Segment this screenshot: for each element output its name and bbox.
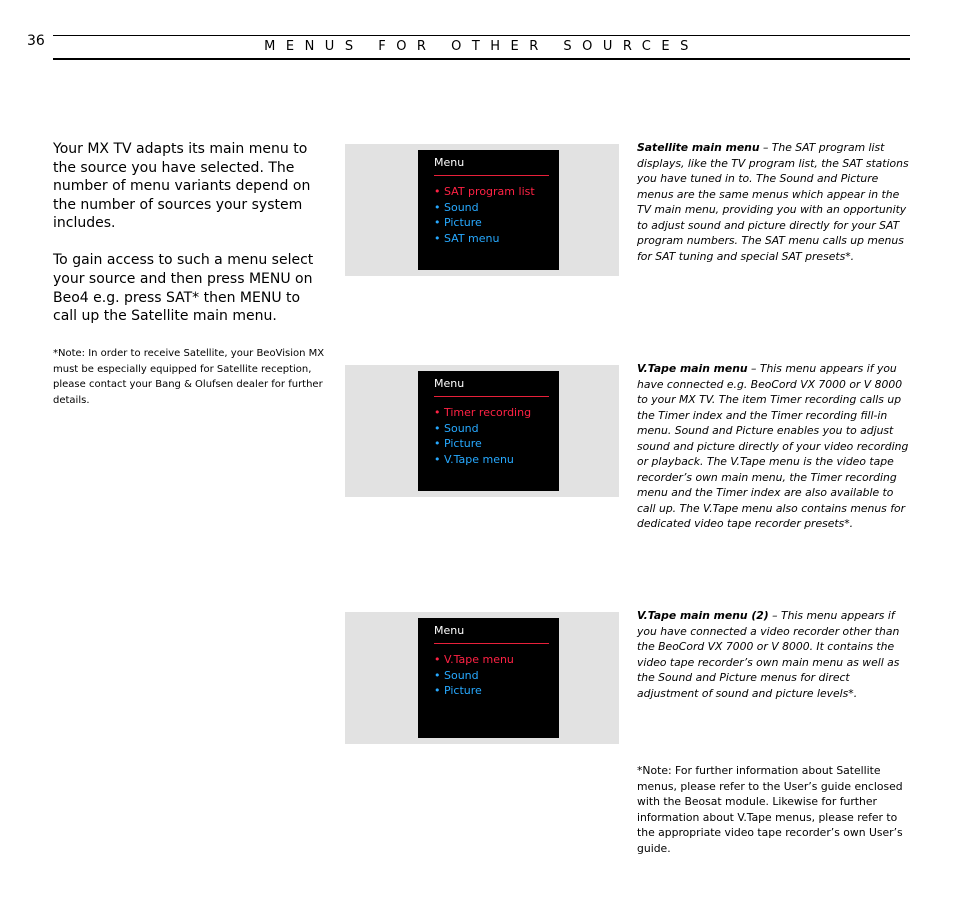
- tv-screen: [418, 618, 559, 738]
- menu-item-vtape-menu[interactable]: • V.Tape menu: [434, 653, 514, 666]
- screen-panel-vtape: [345, 365, 619, 497]
- intro-paragraph-2: To gain access to such a menu select your source and then press MENU on Beo4 e.g. press SAT* then MENU to call up the Satellite main menu.: [53, 252, 314, 325]
- description-text: – This menu appears if you have connected a video recorder other than the BeoCord VX 7000 or V 8000. It contains the video tape recorder’s own main menu as well as the Sound and Picture menus for direct adjustment of sound and picture levels*.: [637, 609, 900, 700]
- description-text: – The SAT program list displays, like the TV program list, the SAT stations you have tuned in to. The Sound and Picture menus are the same menus which appear in the TV main menu, providing you with an opportunity to adjust sound and picture directly for your SAT program numbers. The SAT menu calls up menus for SAT tuning and special SAT presets*.: [637, 141, 909, 263]
- intro-paragraph-1: Your MX TV adapts its main menu to the source you have selected. The number of menu variants depend on the number of sources your system includes.: [53, 141, 311, 232]
- description-vtape: [637, 361, 912, 532]
- note-left: *Note: In order to receive Satellite, your BeoVision MX must be especially equipped for Satellite reception, please contact your Bang & Olufsen dealer for further details.: [53, 348, 325, 406]
- menu-item-vtape-menu[interactable]: • V.Tape menu: [434, 452, 514, 466]
- menu-item-sat-menu[interactable]: • SAT menu: [434, 231, 500, 245]
- menu-item-timer-recording[interactable]: • Timer recording: [434, 406, 532, 419]
- screen-panel-vtape-2: [345, 612, 619, 744]
- menu-divider: [434, 396, 549, 397]
- note-right: *Note: For further information about Satellite menus, please refer to the User’s guide enclosed with the Beosat module. Likewise for further information about V.Tape menus, please refer to the appropriate video tape recorder’s own User’s guide.: [637, 764, 903, 855]
- description-heading: V.Tape main menu: [637, 362, 748, 375]
- description-heading: V.Tape main menu (2): [637, 609, 769, 622]
- description-text: – This menu appears if you have connected e.g. BeoCord VX 7000 or V 8000 to your MX TV. The item Timer recording calls up the Timer index and the Timer recording fill-in menu. Sound and Picture enables you to adjust sound and picture directly of your video recording or playback. The V.Tape menu is the video tape recorder’s own main menu, the Timer recording menu and the Timer index are also available to call up. The V.Tape menu also contains menus for dedicated video tape recorder presets*.: [637, 362, 909, 530]
- menu-title: Menu: [434, 156, 465, 169]
- description-sat: [637, 140, 912, 264]
- menu-item-sound[interactable]: • Sound: [434, 200, 479, 214]
- menu-item-sat-program-list[interactable]: • SAT program list: [434, 185, 535, 198]
- menu-item-sound[interactable]: • Sound: [434, 421, 479, 435]
- tv-screen: [418, 371, 559, 491]
- menu-item-picture[interactable]: • Picture: [434, 216, 482, 229]
- header-rule-bottom: [53, 58, 910, 60]
- page-number: 36: [27, 33, 45, 49]
- menu-item-picture[interactable]: • Picture: [434, 437, 482, 450]
- header-rule-top: [53, 35, 910, 36]
- description-heading: Satellite main menu: [637, 141, 760, 154]
- description-vtape-2: [637, 608, 912, 701]
- menu-item-sound[interactable]: • Sound: [434, 668, 479, 682]
- menu-divider: [434, 175, 549, 176]
- menu-title: Menu: [434, 624, 465, 637]
- section-header: MENUS FOR OTHER SOURCES: [264, 39, 699, 54]
- menu-title: Menu: [434, 377, 465, 390]
- menu-divider: [434, 643, 549, 644]
- menu-item-picture[interactable]: • Picture: [434, 684, 482, 697]
- tv-screen: [418, 150, 559, 270]
- intro-text: [53, 140, 323, 344]
- screen-panel-sat: [345, 144, 619, 276]
